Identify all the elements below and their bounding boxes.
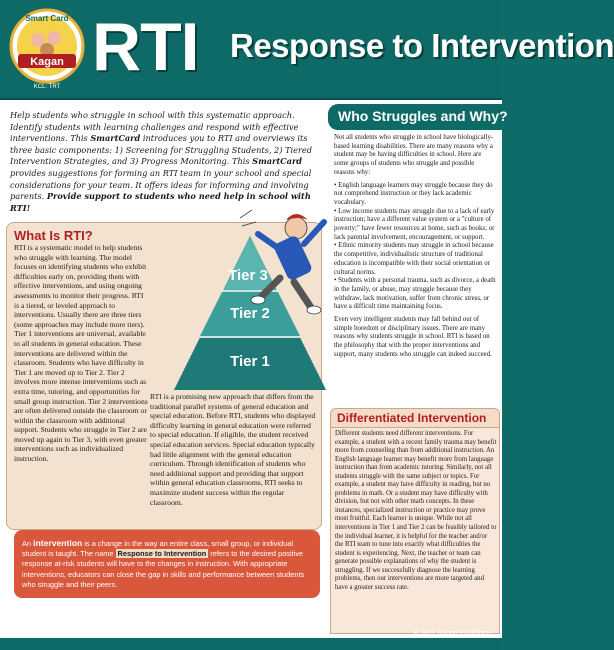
title-full: Response to Intervention — [230, 27, 614, 64]
footer-bar — [0, 638, 502, 650]
copyright: © 2011 Kagan Publishing — [413, 630, 492, 637]
logo-brand: Kagan — [30, 56, 64, 68]
intervention-definition-text — [22, 538, 314, 590]
who-struggles-header — [328, 104, 508, 130]
tier-1-label: Tier 1 — [230, 353, 270, 370]
intro-text-2: introduces you to RTI and overviews its three basic components: 1) Screening for Struggling Students, 2) Tiered Intervention Strategies, and 3) Progress Monitoring. This — [10, 133, 312, 167]
logo-top-text: Smart Card — [25, 14, 69, 23]
tier-3-label: Tier 3 — [228, 267, 268, 284]
who-struggles-conclusion: Even very intelligent students may fall behind out of simple boredom or disciplinary issues. There are many reasons why students struggle in school. RTI is based on the philosophy that with the proper interventions and support, many students who struggle can indeed succeed. — [334, 316, 492, 358]
kagan-smartcard-logo — [8, 6, 86, 94]
logo-code: KCL: TRT — [33, 84, 61, 90]
intro-smartcard-1: SmartCard — [90, 133, 141, 144]
what-is-rti-column-2: RTI is a promising new approach that differs from the traditional parallel systems of general education and special education. Before RTI, students who displayed difficulty learning in general education were referred to special education. If eligible, the student received special education services. Special education typically had little alignment with the general education curriculum. Through identification of students who need additional support and providing that support within general education classrooms, RTI seeks to maximize student success within the regular classroom. — [150, 392, 316, 507]
what-is-rti-heading: What Is RTI? — [14, 228, 93, 243]
int-term: intervention — [33, 538, 83, 548]
int-lead: An — [22, 539, 34, 548]
int-text-1: is a change in the way an entire class, small group, or individual student is taught. The name — [22, 539, 294, 559]
tier-2-label: Tier 2 — [230, 305, 270, 322]
intro-text-3: provides suggestions for forming an RTI team in your school and special considerations for your team. It offers ideas for informing and involving parents. — [10, 167, 312, 202]
bullet-ell: • English language learners may struggle because they do not comprehend instruction or they lack academic vocabulary. — [334, 181, 493, 206]
differentiated-body: Different students need different interventions. For example, a student with a recent family trauma may benefit more from counseling than from additional instruction. An English language learner may benefit more from language instruction than from academic tutoring. Similarly, not all students struggle with the same subject or topics. For example, a student may have difficulty in reading, but no problems in math. Or a student may have difficulty with division, but not with other math concepts. In these instances, specialized instruction or practice may prove most fruitful. Each learner is unique. While not all interventions in Tier 1 and Tier 2 can be feasibly tailored to the individual learner, it is helpful for the teacher and/or the RTI team to tune into exactly what difficulties the student is experiencing. Next, the teacher or team can generate possible explanations of why the student is struggling. If we successfully diagnose the learning problems, then our interventions are more targeted and have a greater success rate. — [335, 430, 497, 591]
intro-emphasis: Provide support to students who need help in school with RTI! — [10, 191, 311, 213]
differentiated-heading: Differentiated Intervention — [337, 411, 487, 425]
tier-pyramid-illustration — [130, 200, 330, 396]
who-struggles-heading: Who Struggles and Why? — [338, 108, 508, 124]
bullet-trauma: • Students with a personal trauma, such as divorce, a death in the family, or abuse, may struggle because they withdraw, lack motivation, suffer from chronic stress, or have a difficult time maintaining focus. — [334, 277, 496, 311]
bullet-low-income: • Low income students may struggle due to a lack of early instruction; have a different value system or a "culture of poverty;" have fewer resources at home, such as books; or lack parental involvement, encouragement, or support. — [334, 207, 495, 241]
intro-paragraph — [10, 110, 322, 214]
intro-smartcard-2: SmartCard — [252, 156, 302, 167]
who-struggles-intro: Not all students who struggle in school have biologically-based learning disabilities. There are many reasons why a student may be having difficulties in school. Here are some groups of students who struggle and possible reasons why: — [334, 134, 494, 176]
title-abbrev: RTI — [92, 9, 199, 85]
int-term-rti: Response to Intervention — [117, 549, 207, 559]
what-is-rti-column-1: RTI is a systematic model to help students who struggle with learning. The model focuses on identifying students who exhibit difficulties early on, providing them with effective interventions, and using ongoing assessments to monitor their progress. RTI is a tiered, or leveled approach to interventions. Usually there are three tiers (some approaches may include more tiers). Tier 1 interventions are universal, available to all students in general education. These interventions are delivered within the classroom. Students who have difficulty in Tier 1 are moved up to Tier 2. Tier 2 involves more intense interventions such as extra time, tutoring, and opportunities for small group instruction. Tier 2 interventions are often delivered outside the classroom or within the classroom with additional support. Students who struggle in Tier 2 are moved up again to Tier 3, with even greater interventions such as individualized instruction. — [14, 243, 148, 464]
intro-text-1: Help students who struggle in school with this systematic approach. Identify students with learning challenges and respond with effective interventions. This — [10, 110, 299, 144]
bullet-ethnic-minority: • Ethnic minority students may struggle in school because the competitive, individualistic structure of traditional education is incompatible with their social orientation or cultural norms. — [334, 242, 494, 276]
int-text-2: refers to the desired positive response at-risk students will have to the changes in instruction. With appropriate interventions, educators can close the gap in skills and performance between students who struggle and their peers. — [22, 549, 305, 589]
differentiated-header — [330, 408, 500, 428]
who-struggles-body — [334, 134, 496, 364]
